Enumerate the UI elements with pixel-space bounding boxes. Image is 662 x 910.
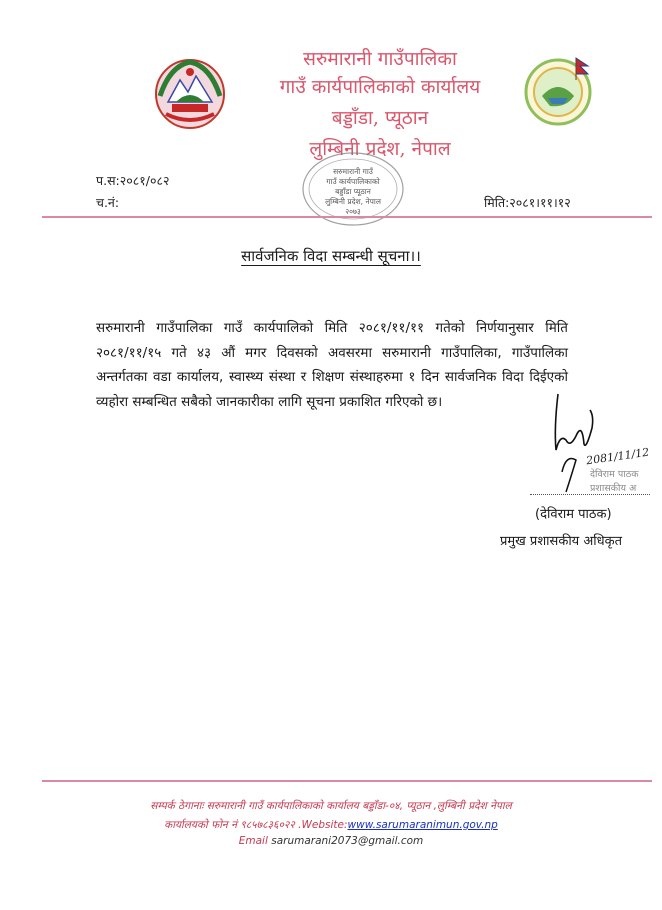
footer-divider	[42, 780, 652, 782]
signatory-name: (देविराम पाठक)	[535, 507, 612, 522]
stamp-line5: २०७३	[345, 207, 361, 216]
office-address-line: बड्डाँडा, प्यूठान	[331, 107, 429, 129]
email-address[interactable]: sarumarani2073@gmail.com	[271, 835, 424, 847]
header-divider	[42, 216, 652, 218]
handwritten-date: 2081/11/12	[585, 445, 651, 468]
stamp-line1: सरुमारानी गाउँ	[333, 167, 373, 176]
footer-email-row	[0, 835, 662, 847]
notice-body: सरुमारानी गाउँपालिका गाउँ कार्यपालिको मिति २०८१/११/११ गतेको निर्णयानुसार मिति २०८१/११/१५ गते ४३ औं मगर दिवसको अवसरमा सरुमारानी गाउँपालिका, गाउँपालिका अन्तर्गतका वडा कार्यालय, स्वास्थ्य संस्था र शिक्षण संस्थाहरुमा १ दिन सार्वजनिक विदा दिईएको व्यहोरा सम्बन्धित सबैको जानकारीका लागि सूचना प्रकाशित गरिएको छ।	[96, 320, 568, 410]
signatory-title: प्रमुख प्रशासकीय अधिकृत	[500, 534, 623, 549]
stamp-line3: बड्डाँडा प्यूठान	[335, 187, 371, 196]
footer-contact-address: सम्पर्क ठेगानाः सरुमारानी गाउँ कार्यपालिकाको कार्यालय बड्डाँडा-०४, प्यूठान ,लुम्बिनी प्रदेश नेपाल	[150, 800, 512, 812]
signatory-stamp	[590, 468, 639, 496]
stamp-line4: लुम्बिनी प्रदेश, नेपाल	[325, 197, 381, 206]
letter-date: मिति:२०८१।११।१२	[484, 195, 571, 210]
dispatch-number: च.नं:	[96, 195, 120, 210]
province-line: लुम्बिनी प्रदेश, नेपाल	[309, 138, 451, 160]
signatory-stamp-line1: देविराम पाठक	[590, 469, 639, 480]
signatory-stamp-line2: प्रशासकीय अ	[590, 483, 637, 494]
footer-phone: कार्यालयको फोन नं ९८५७८३६०२२ .Website:	[164, 819, 348, 831]
stamp-line2: गाउँ कार्यपालिकाको	[326, 177, 380, 186]
letter-reference-number: प.स:२०८१/०८२	[96, 173, 170, 188]
email-label: Email	[238, 835, 268, 847]
office-name-line1: सरुमारानी गाउँपालिका	[303, 48, 457, 70]
website-link[interactable]: www.sarumaranimun.gov.np	[347, 819, 498, 831]
office-name-line2: गाउँ कार्यपालिकाको कार्यालय	[279, 76, 481, 98]
notice-subject: सार्वजनिक विदा सम्बन्धी सूचना।।	[241, 247, 421, 265]
footer-phone-website	[0, 818, 662, 832]
